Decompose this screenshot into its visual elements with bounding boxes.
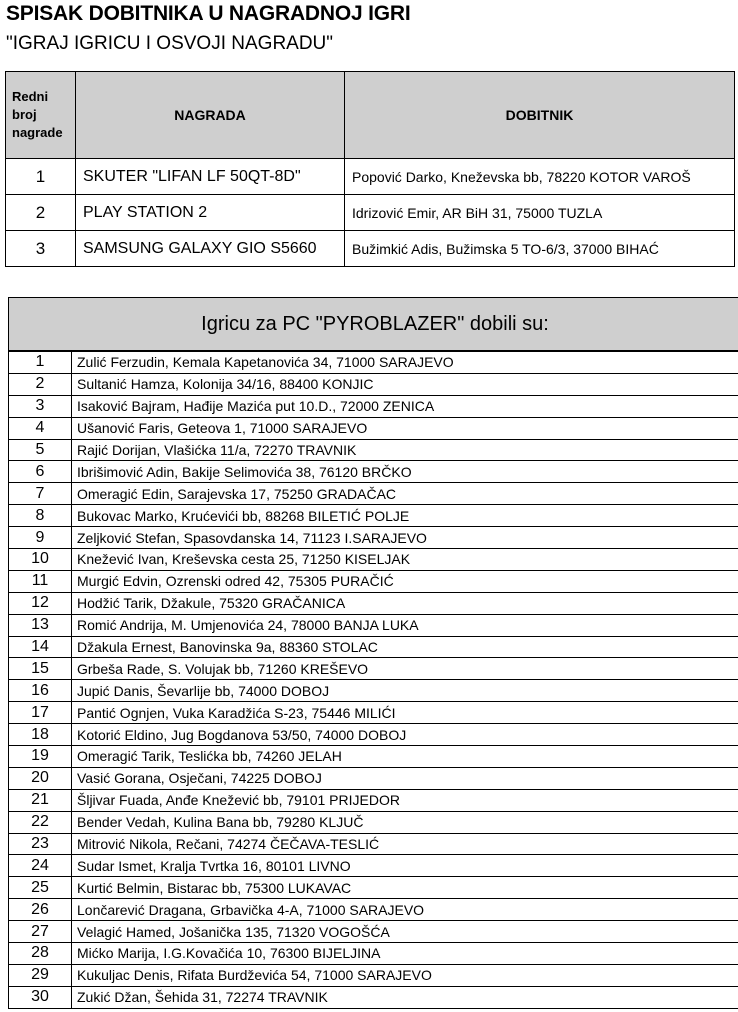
winner-details: Bukovac Marko, Krućevići bb, 88268 BILETIĆ POLJE (72, 505, 738, 527)
winner-details: Bender Vedah, Kulina Bana bb, 79280 KLJUČ (72, 811, 738, 833)
winner-row (9, 767, 738, 789)
winner-number: 6 (9, 461, 72, 483)
winner-row (9, 549, 738, 571)
winner-row (9, 658, 738, 680)
page-title: SPISAK DOBITNIKA U NAGRADNOJ IGRI (6, 2, 411, 25)
winner-details: Zulić Ferzudin, Kemala Kapetanovića 34, 71000 SARAJEVO (72, 351, 738, 373)
winner-number: 4 (9, 417, 72, 439)
winner-row (9, 614, 738, 636)
winner-row (9, 373, 738, 395)
winner-number: 21 (9, 789, 72, 811)
winner-number: 14 (9, 636, 72, 658)
winner-details: Kotorić Eldino, Jug Bogdanova 53/50, 74000 DOBOJ (72, 724, 738, 746)
winner-number: 17 (9, 702, 72, 724)
winner-details: Mićko Marija, I.G.Kovačića 10, 76300 BIJELJINA (72, 943, 738, 965)
winner-row (9, 351, 738, 373)
col-header-prize: NAGRADA (76, 72, 345, 159)
prize-table-header-row (6, 72, 735, 159)
winner-row (9, 680, 738, 702)
page-subtitle: "IGRAJ IGRICU I OSVOJI NAGRADU" (6, 33, 334, 54)
winner-row (9, 395, 738, 417)
winner-details: Zeljković Stefan, Spasovdanska 14, 71123 I.SARAJEVO (72, 527, 738, 549)
winner-details: Džakula Ernest, Banovinska 9a, 88360 STOLAC (72, 636, 738, 658)
col-header-prize-number-line: nagrade (12, 125, 63, 140)
winner-details: Kurtić Belmin, Bistarac bb, 75300 LUKAVAC (72, 877, 738, 899)
col-header-prize-number (6, 72, 76, 159)
winner-row (9, 461, 738, 483)
winner-number: 12 (9, 592, 72, 614)
winner-row (9, 439, 738, 461)
winner-number: 10 (9, 549, 72, 571)
winner-row (9, 505, 738, 527)
winner-details: Šljivar Fuada, Anđe Knežević bb, 79101 PRIJEDOR (72, 789, 738, 811)
winner-number: 3 (9, 395, 72, 417)
winner-number: 1 (9, 351, 72, 373)
winner-details: Lončarević Dragana, Grbavička 4-A, 71000 SARAJEVO (72, 899, 738, 921)
winner-number: 25 (9, 877, 72, 899)
winner-row (9, 527, 738, 549)
prize-number: 2 (6, 195, 76, 231)
winner-details: Hodžić Tarik, Džakule, 75320 GRAČANICA (72, 592, 738, 614)
winner-details: Jupić Danis, Ševarlije bb, 74000 DOBOJ (72, 680, 738, 702)
winner-row (9, 746, 738, 768)
prize-name: SAMSUNG GALAXY GIO S5660 (76, 231, 345, 267)
winner-number: 11 (9, 570, 72, 592)
winner-details: Kukuljac Denis, Rifata Burdževića 54, 71000 SARAJEVO (72, 964, 738, 986)
winner-number: 23 (9, 833, 72, 855)
winner-row (9, 811, 738, 833)
winner-row (9, 592, 738, 614)
winner-row (9, 877, 738, 899)
winner-number: 8 (9, 505, 72, 527)
winner-number: 7 (9, 483, 72, 505)
winner-row (9, 921, 738, 943)
winner-details: Sultanić Hamza, Kolonija 34/16, 88400 KONJIC (72, 373, 738, 395)
winner-number: 22 (9, 811, 72, 833)
winner-number: 26 (9, 899, 72, 921)
winner-details: Ušanović Faris, Geteova 1, 71000 SARAJEVO (72, 417, 738, 439)
winner-number: 18 (9, 724, 72, 746)
winner-number: 19 (9, 746, 72, 768)
prize-number: 3 (6, 231, 76, 267)
winner-details: Knežević Ivan, Kreševska cesta 25, 71250 KISELJAK (72, 549, 738, 571)
col-header-winner: DOBITNIK (345, 72, 735, 159)
prize-row (6, 195, 735, 231)
winner-row (9, 986, 738, 1008)
game-table-heading: Igricu za PC "PYROBLAZER" dobili su: (9, 298, 738, 352)
winner-details: Murgić Edvin, Ozrenski odred 42, 75305 PURAČIĆ (72, 570, 738, 592)
winner-details: Pantić Ognjen, Vuka Karadžića S-23, 75446 MILIĆI (72, 702, 738, 724)
winner-number: 24 (9, 855, 72, 877)
winner-row (9, 833, 738, 855)
game-table-header-row (9, 298, 738, 352)
winner-details: Zukić Džan, Šehida 31, 72274 TRAVNIK (72, 986, 738, 1008)
winner-row (9, 417, 738, 439)
prize-row (6, 159, 735, 195)
prize-winners-table (5, 71, 735, 267)
winner-row (9, 855, 738, 877)
winner-number: 13 (9, 614, 72, 636)
winner-details: Omeragić Tarik, Teslićka bb, 74260 JELAH (72, 746, 738, 768)
winner-row (9, 943, 738, 965)
winner-row (9, 483, 738, 505)
winner-row (9, 570, 738, 592)
winner-number: 29 (9, 964, 72, 986)
prize-name: PLAY STATION 2 (76, 195, 345, 231)
winner-number: 27 (9, 921, 72, 943)
winner-number: 9 (9, 527, 72, 549)
prize-winner: Bužimkić Adis, Bužimska 5 TO-6/3, 37000 BIHAĆ (345, 231, 735, 267)
prize-number: 1 (6, 159, 76, 195)
prize-winner: Popović Darko, Kneževska bb, 78220 KOTOR VAROŠ (345, 159, 735, 195)
winner-details: Rajić Dorijan, Vlašićka 11/a, 72270 TRAVNIK (72, 439, 738, 461)
winner-details: Velagić Hamed, Jošanička 135, 71320 VOGOŠĆA (72, 921, 738, 943)
winner-details: Grbeša Rade, S. Volujak bb, 71260 KREŠEVO (72, 658, 738, 680)
winner-details: Mitrović Nikola, Rečani, 74274 ČEČAVA-TESLIĆ (72, 833, 738, 855)
winner-number: 30 (9, 986, 72, 1008)
winner-row (9, 789, 738, 811)
col-header-prize-number-line: broj (12, 107, 37, 122)
col-header-prize-number-line: Redni (12, 89, 49, 104)
winner-number: 20 (9, 767, 72, 789)
winner-details: Vasić Gorana, Osječani, 74225 DOBOJ (72, 767, 738, 789)
prize-row (6, 231, 735, 267)
winner-details: Ibrišimović Adin, Bakije Selimovića 38, 76120 BRČKO (72, 461, 738, 483)
prize-winner: Idrizović Emir, AR BiH 31, 75000 TUZLA (345, 195, 735, 231)
winner-details: Isaković Bajram, Hađije Mazića put 10.D., 72000 ZENICA (72, 395, 738, 417)
winner-details: Romić Andrija, M. Umjenovića 24, 78000 BANJA LUKA (72, 614, 738, 636)
winner-number: 5 (9, 439, 72, 461)
winner-number: 15 (9, 658, 72, 680)
winner-row (9, 636, 738, 658)
game-winners-table (8, 297, 738, 1009)
winner-number: 16 (9, 680, 72, 702)
winner-details: Sudar Ismet, Kralja Tvrtka 16, 80101 LIVNO (72, 855, 738, 877)
winner-number: 2 (9, 373, 72, 395)
winner-row (9, 702, 738, 724)
prize-name: SKUTER "LIFAN LF 50QT-8D" (76, 159, 345, 195)
winner-row (9, 964, 738, 986)
winner-details: Omeragić Edin, Sarajevska 17, 75250 GRADAČAC (72, 483, 738, 505)
winner-row (9, 899, 738, 921)
winner-row (9, 724, 738, 746)
winner-number: 28 (9, 943, 72, 965)
